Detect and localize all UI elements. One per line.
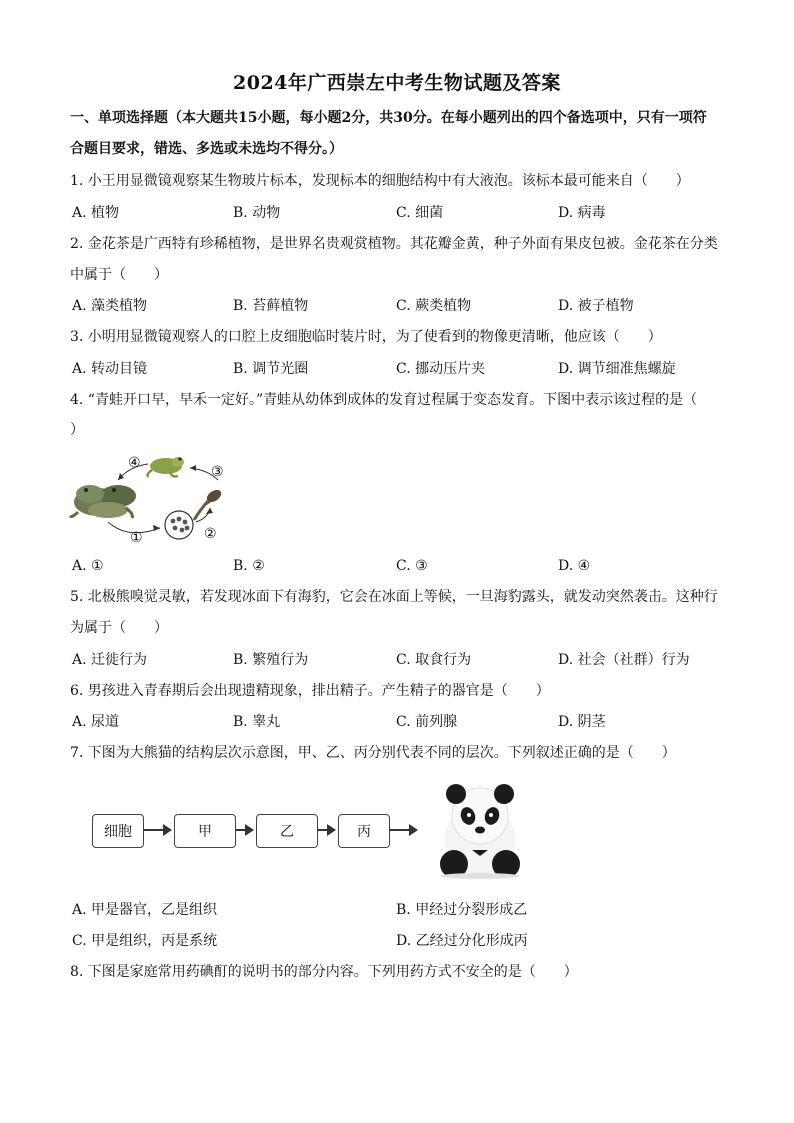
- question-2-option-c: C. 蕨类植物: [396, 298, 472, 314]
- question-5-option-d: D. 社会（社群）行为: [558, 652, 690, 668]
- question-2-stem-line-1: 2. 金花茶是广西特有珍稀植物，是世界名贵观赏植物。其花瓣金黄，种子外面有果皮包被。金花茶在分类: [70, 236, 718, 252]
- question-5-option-a: A. 迁徙行为: [72, 652, 148, 668]
- arrow-icon: [144, 829, 170, 831]
- question-4-stem-line-1: 4. “青蛙开口早，早禾一定好。”青蛙从幼体到成体的发育过程属于变态发育。下图中表示该过程的是（: [70, 392, 698, 408]
- diagram-box-cell-label: 细胞: [104, 824, 132, 840]
- page-title: 2024年广西崇左中考生物试题及答案: [233, 72, 561, 94]
- diagram-box-yi: [256, 814, 318, 848]
- question-2-option-d: D. 被子植物: [558, 298, 634, 314]
- question-4-option-a: A. ①: [72, 558, 104, 574]
- question-5-option-c: C. 取食行为: [396, 652, 472, 668]
- panda-structure-diagram: [92, 780, 532, 880]
- question-6-stem: 6. 男孩进入青春期后会出现遗精现象，排出精子。产生精子的器官是（ ）: [70, 683, 550, 699]
- arrow-icon: [318, 829, 334, 831]
- question-5-stem-line-2: 为属于（ ）: [70, 620, 168, 636]
- question-8-stem: 8. 下图是家庭常用药碘酊的说明书的部分内容。下列用药方式不安全的是（ ）: [70, 964, 578, 980]
- question-7-option-b: B. 甲经过分裂形成乙: [396, 902, 528, 918]
- panda-image: [432, 780, 528, 880]
- adult-frogs-illustration: [70, 485, 136, 518]
- question-7-stem: 7. 下图为大熊猫的结构层次示意图，甲、乙、丙分别代表不同的层次。下列叙述正确的是（ ）: [70, 745, 676, 761]
- question-7-option-c: C. 甲是组织，丙是系统: [72, 933, 218, 949]
- question-7-option-a: A. 甲是器官，乙是组织: [72, 902, 218, 918]
- question-1-option-d: D. 病毒: [558, 205, 606, 221]
- question-6-option-b: B. 睾丸: [233, 714, 281, 730]
- diagram-label-2: ②: [204, 526, 217, 542]
- section-instructions-line-1: 一、单项选择题（本大题共15小题，每小题2分，共30分。在每小题列出的四个备选项中，只有一项符: [70, 110, 707, 126]
- question-2-stem-line-2: 中属于（ ）: [70, 267, 168, 283]
- question-7-option-d: D. 乙经过分化形成丙: [396, 933, 528, 949]
- young-frog-illustration: [148, 457, 185, 477]
- question-6-option-d: D. 阴茎: [558, 714, 606, 730]
- question-4-option-c: C. ③: [396, 558, 428, 574]
- question-1-option-b: B. 动物: [233, 205, 281, 221]
- question-5-option-b: B. 繁殖行为: [233, 652, 309, 668]
- diagram-box-yi-label: 乙: [280, 824, 294, 840]
- diagram-box-bing: [338, 814, 390, 848]
- question-3-option-d: D. 调节细准焦螺旋: [558, 361, 676, 377]
- question-4-stem-line-2: ）: [70, 422, 84, 438]
- diagram-box-bing-label: 丙: [357, 824, 371, 840]
- diagram-box-jia: [174, 814, 236, 848]
- frog-life-cycle-diagram: [68, 450, 248, 550]
- question-3-option-a: A. 转动目镜: [72, 361, 148, 377]
- question-3-stem: 3. 小明用显微镜观察人的口腔上皮细胞临时装片时，为了使看到的物像更清晰，他应该（ ）: [70, 329, 662, 345]
- diagram-label-4: ④: [128, 455, 141, 471]
- question-5-stem-line-1: 5. 北极熊嗅觉灵敏，若发现冰面下有海豹，它会在冰面上等候，一旦海豹露头，就发动突然袭击。这种行: [70, 589, 718, 605]
- diagram-box-jia-label: 甲: [198, 824, 212, 840]
- diagram-box-cell: [92, 814, 144, 848]
- question-3-option-c: C. 挪动压片夹: [396, 361, 486, 377]
- question-3-option-b: B. 调节光圈: [233, 361, 309, 377]
- section-instructions-line-2: 合题目要求，错选、多选或未选均不得分。）: [70, 141, 343, 157]
- question-1-stem: 1. 小王用显微镜观察某生物玻片标本，发现标本的细胞结构中有大液泡。该标本最可能来自（ ）: [70, 173, 690, 189]
- question-4-option-d: D. ④: [558, 558, 591, 574]
- question-2-option-a: A. 藻类植物: [72, 298, 148, 314]
- frog-eggs-illustration: [165, 511, 193, 539]
- arrow-icon: [236, 829, 252, 831]
- question-1-option-c: C. 细菌: [396, 205, 444, 221]
- diagram-label-1: ①: [130, 530, 143, 546]
- question-6-option-a: A. 尿道: [72, 714, 120, 730]
- question-1-option-a: A. 植物: [72, 205, 120, 221]
- question-4-option-b: B. ②: [233, 558, 265, 574]
- tadpole-illustration: [194, 487, 223, 520]
- diagram-label-3: ③: [211, 464, 224, 480]
- question-2-option-b: B. 苔藓植物: [233, 298, 309, 314]
- arrow-icon: [390, 829, 416, 831]
- question-6-option-c: C. 前列腺: [396, 714, 458, 730]
